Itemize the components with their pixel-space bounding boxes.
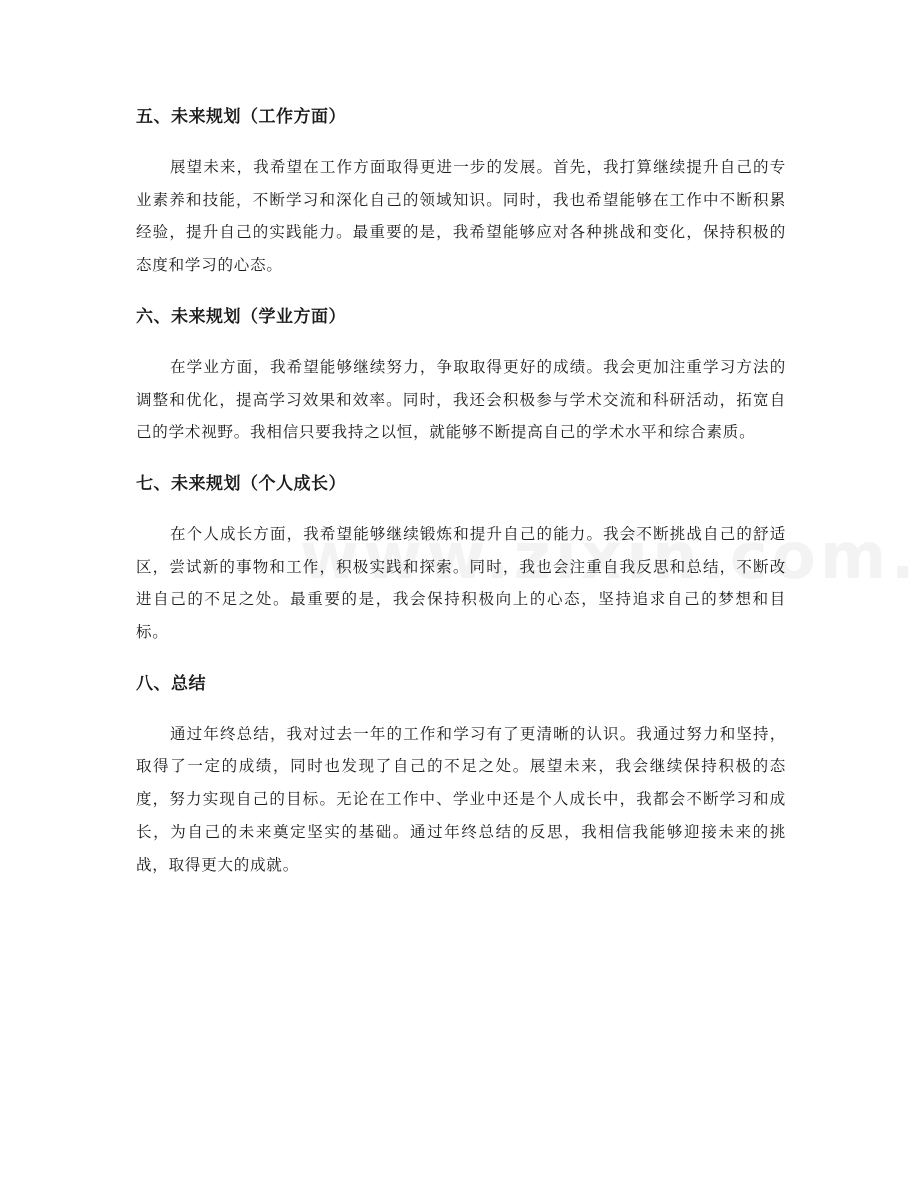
section-heading: 五、未来规划（工作方面） [136,107,346,127]
section-work-plan [136,104,786,282]
document-body [136,104,786,903]
section-paragraph: 通过年终总结，我对过去一年的工作和学习有了更清晰的认识。我通过努力和坚持，取得了一定的成绩，同时也发现了自己的不足之处。展望未来，我会继续保持积极的态度，努力实现自己的目标。无论在工作中、学业中还是个人成长中，我都会不断学习和成长，为自己的未来奠定坚实的基础。通过年终总结的反思，我相信我能够迎接未来的挑战，取得更大的成就。 [136,724,786,874]
section-paragraph: 在个人成长方面，我希望能够继续锻炼和提升自己的能力。我会不断挑战自己的舒适区，尝试新的事物和工作，积极实践和探索。同时，我也会注重自我反思和总结，不断改进自己的不足之处。最重要的是，我会保持积极向上的心态，坚持追求自己的梦想和目标。 [136,524,786,642]
section-summary [136,671,786,882]
section-study-plan [136,304,786,449]
section-paragraph: 在学业方面，我希望能够继续努力，争取取得更好的成绩。我会更加注重学习方法的调整和优化，提高学习效果和效率。同时，我还会积极参与学术交流和科研活动，拓宽自己的学术视野。我相信只要我持之以恒，就能够不断提高自己的学术水平和综合素质。 [136,357,786,442]
section-paragraph: 展望未来，我希望在工作方面取得更进一步的发展。首先，我打算继续提升自己的专业素养和技能，不断学习和深化自己的领域知识。同时，我也希望能够在工作中不断积累经验，提升自己的实践能力。最重要的是，我希望能够应对各种挑战和变化，保持积极的态度和学习的心态。 [136,158,786,275]
section-heading: 八、总结 [136,673,206,694]
section-personal-growth [136,471,786,649]
section-heading: 六、未来规划（学业方面） [136,306,346,327]
section-heading: 七、未来规划（个人成长） [136,473,346,494]
